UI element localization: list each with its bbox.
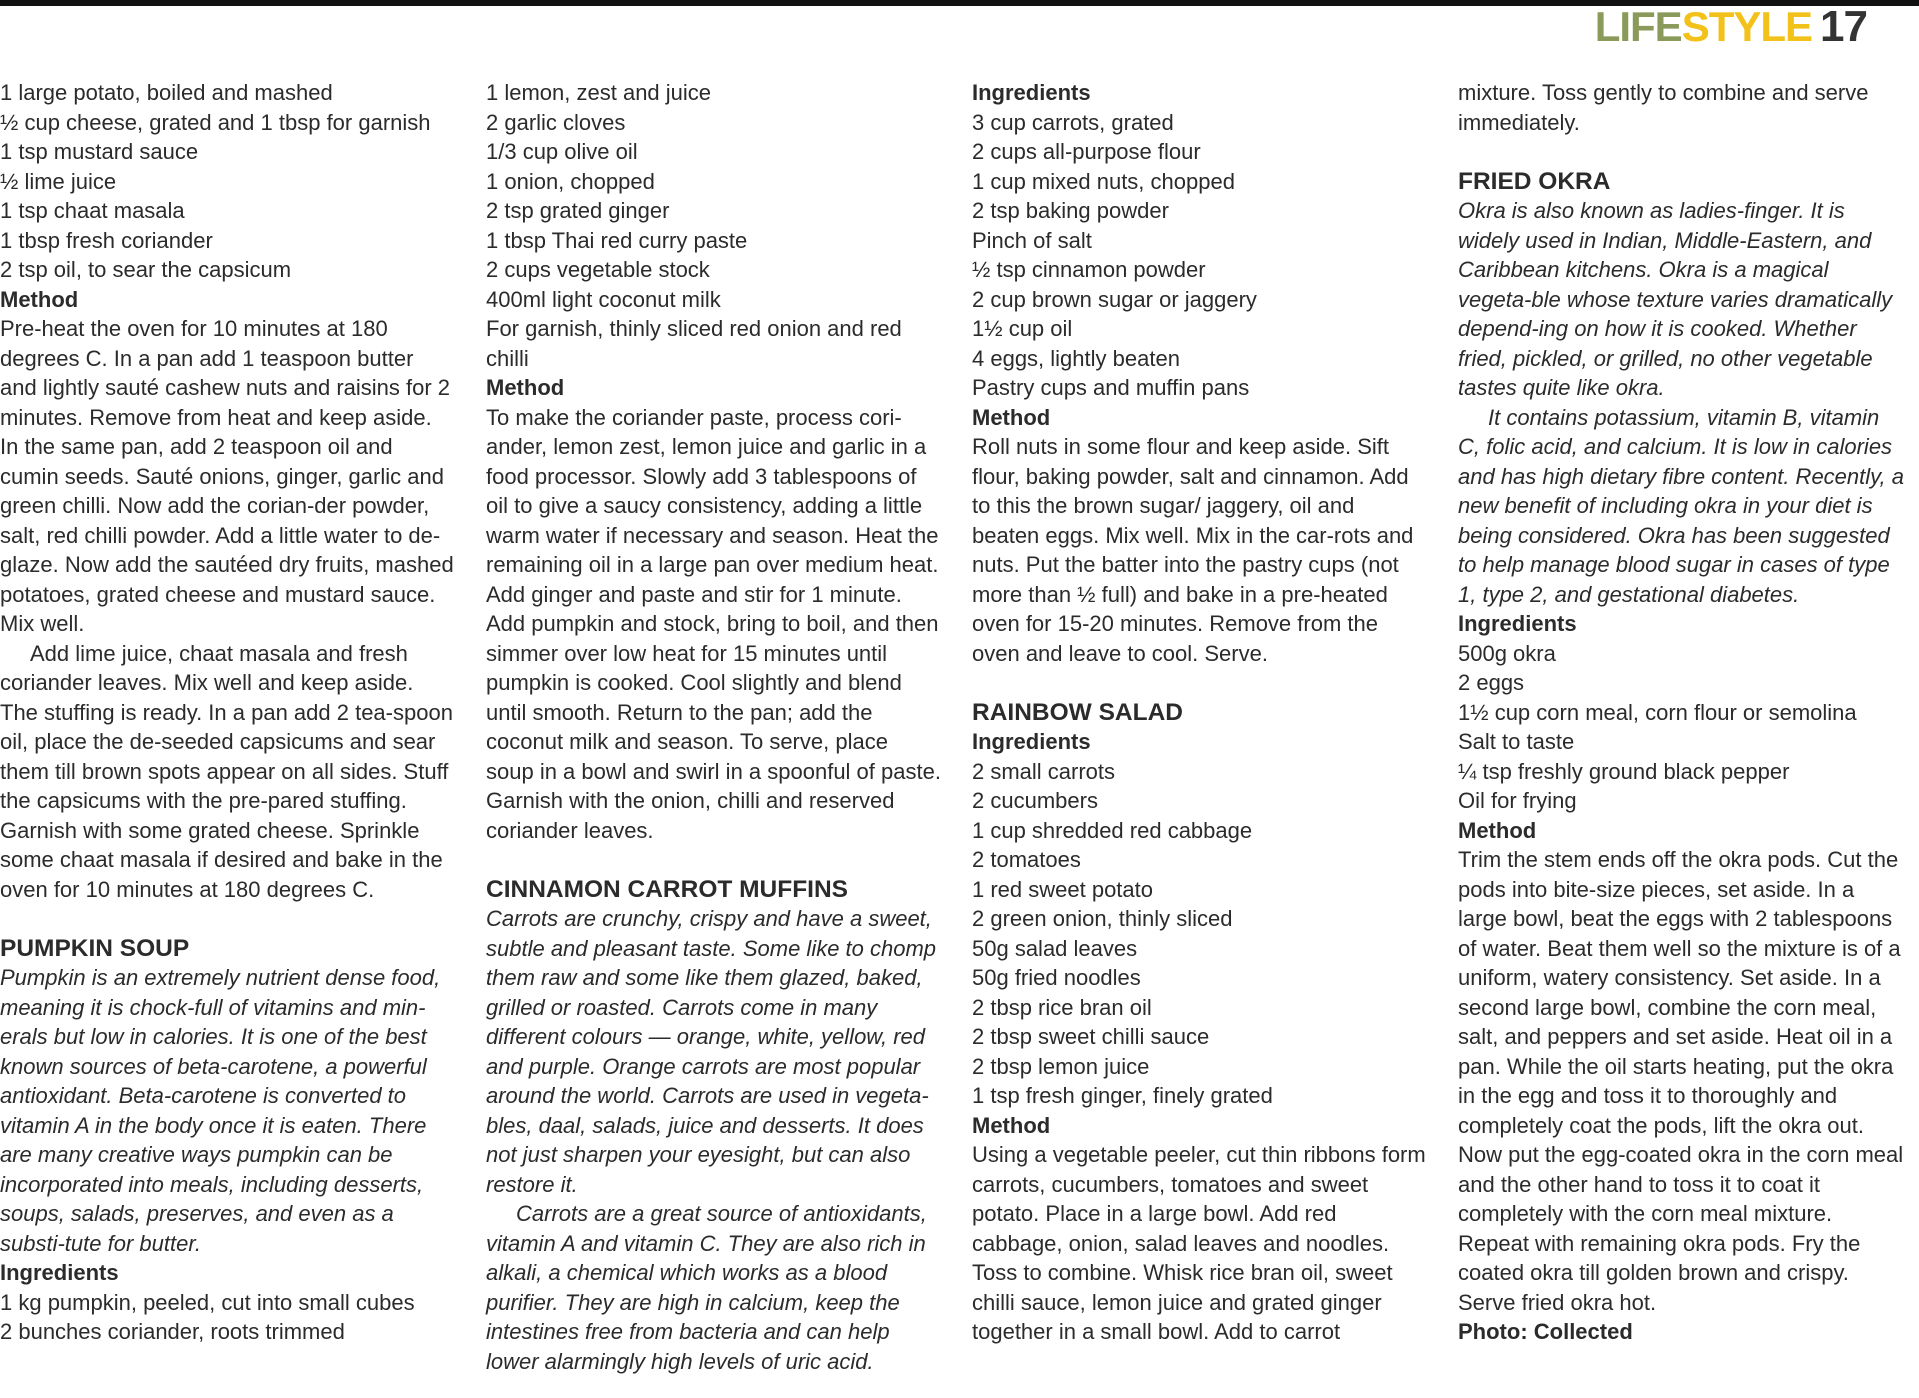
recipe-title-pumpkin-soup: PUMPKIN SOUP	[0, 934, 190, 962]
ingredient-item: 50g salad leaves	[972, 935, 1138, 961]
ingredients-label: Ingredients	[972, 729, 1091, 754]
column-1	[0, 78, 455, 1347]
ingredient-item: 2 garlic cloves	[486, 109, 626, 135]
photo-credit: Photo: Collected	[1458, 1319, 1633, 1344]
ingredient-item: 2 eggs	[1458, 670, 1525, 695]
brand-style: STYLE	[1681, 3, 1813, 50]
ingredient-item: Pinch of salt	[972, 227, 1092, 253]
ingredient-item: 2 cups vegetable stock	[486, 257, 710, 282]
ingredient-item: ½ cup cheese, grated and 1 tbsp for garnish	[0, 109, 431, 135]
ingredient-item: Pastry cups and muffin pans	[972, 375, 1250, 400]
recipe-title-rainbow-salad: RAINBOW SALAD	[972, 698, 1183, 726]
ingredient-item: 2 bunches coriander, roots trimmed	[0, 1319, 345, 1344]
ingredient-item: 2 small carrots	[972, 758, 1116, 784]
recipe-intro: It contains potassium, vitamin B, vitamin C, folic acid, and calcium. It is low in calories and has high dietary fibre content. Recently, a new benefit of including okra in your diet is being considered. Okra has been suggested to help manage blood sugar in cases of type 1, type 2, and gestational diabetes.	[1458, 404, 1904, 607]
ingredient-item: 1 cup shredded red cabbage	[972, 817, 1253, 843]
column-3	[972, 78, 1427, 1347]
ingredient-item: 2 cups all-purpose flour	[972, 139, 1201, 164]
ingredient-item: Salt to taste	[1458, 729, 1575, 754]
ingredient-item: ½ lime juice	[0, 168, 117, 194]
ingredient-item: 1 cup mixed nuts, chopped	[972, 168, 1235, 194]
ingredient-item: 1 tsp chaat masala	[0, 198, 185, 223]
page-number: 17	[1820, 2, 1867, 51]
ingredient-item: 2 cucumbers	[972, 788, 1098, 813]
ingredient-item: 1 tbsp Thai red curry paste	[486, 227, 748, 253]
ingredient-item: 2 green onion, thinly sliced	[972, 906, 1233, 931]
method-paragraph: Using a vegetable peeler, cut thin ribbons form carrots, cucumbers, tomatoes and sweet potato. Place in a large bowl. Add red cabbage, onion, salad leaves and noodles. Toss to combine. Whisk rice bran oil, sweet chilli sauce, lemon juice and grated ginger together in a small bowl. Add to carrot	[972, 1142, 1426, 1344]
method-label: Method	[0, 286, 79, 312]
ingredient-item: 3 cup carrots, grated	[972, 109, 1174, 135]
ingredient-item: 500g okra	[1458, 640, 1556, 666]
ingredient-item: 1 tsp fresh ginger, finely grated	[972, 1083, 1273, 1108]
method-paragraph: Pre-heat the oven for 10 minutes at 180 degrees C. In a pan add 1 teaspoon butter and lightly sauté cashew nuts and raisins for 2 minutes. Remove from heat and keep aside. In the same pan, add 2 teaspoon oil and cumin seeds. Sauté onions, ginger, garlic and green chilli. Now add the corian-der powder, salt, red chilli powder. Add a little water to de-glaze. Now add the sautéed dry fruits, mashed potatoes, grated cheese and mustard sauce. Mix well.	[0, 316, 454, 636]
ingredient-item: 1/3 cup olive oil	[486, 139, 638, 164]
recipe-title-fried-okra: FRIED OKRA	[1458, 167, 1611, 195]
ingredient-item: 2 cup brown sugar or jaggery	[972, 286, 1257, 312]
recipe-title-carrot-muffins: CINNAMON CARROT MUFFINS	[486, 875, 849, 903]
ingredient-item: 1½ cup corn meal, corn flour or semolina	[1458, 699, 1857, 725]
ingredient-item: 2 tsp oil, to sear the capsicum	[0, 257, 292, 282]
ingredient-item: 2 tsp baking powder	[972, 198, 1169, 223]
ingredient-item: 1 tbsp fresh coriander	[0, 227, 213, 253]
method-paragraph: Roll nuts in some flour and keep aside. Sift flour, baking powder, salt and cinnamon. Add to this the brown sugar/ jaggery, oil and beaten eggs. Mix well. Mix in the car-rots and nuts. Put the batter into the pastry cups (not more than ½ full) and bake in a pre-heated oven for 15-20 minutes. Remove from the oven and leave to cool. Serve.	[972, 434, 1414, 666]
ingredient-item: 2 tbsp rice bran oil	[972, 994, 1152, 1020]
ingredient-item: 2 tbsp sweet chilli sauce	[972, 1024, 1210, 1049]
ingredient-item: 2 tsp grated ginger	[486, 198, 670, 223]
brand-life: LIFE	[1594, 3, 1682, 50]
recipe-intro: Okra is also known as ladies-finger. It is widely used in Indian, Middle-Eastern, and Caribbean kitchens. Okra is a magical vegeta-ble whose texture varies dramatically depend-ing on how it is cooked. Whether fried, pickled, or grilled, no other vegetable tastes quite like okra.	[1458, 198, 1893, 400]
ingredient-item: ¼ tsp freshly ground black pepper	[1458, 758, 1790, 784]
ingredients-label: Ingredients	[1458, 611, 1577, 636]
recipe-intro: Pumpkin is an extremely nutrient dense food, meaning it is chock-full of vitamins and min-erals but low in calories. It is one of the best known sources of beta-carotene, a powerful antioxidant. Beta-carotene is converted to vitamin A in the body once it is eaten. There are many creative ways pumpkin can be incorporated into meals, including desserts, soups, salads, preserves, and even as a substi-tute for butter.	[0, 965, 441, 1256]
recipe-intro: Carrots are crunchy, crispy and have a sweet, subtle and pleasant taste. Some like to chomp them raw and some like them glazed, baked, grilled or roasted. Carrots come in many different colours — orange, white, yellow, red and purple. Orange carrots are most popular around the world. Carrots are used in vegeta-bles, daal, salads, juice and desserts. It does not just sharpen your eyesight, but can also restore it.	[486, 906, 937, 1197]
method-label: Method	[486, 375, 565, 400]
ingredient-item: 400ml light coconut milk	[486, 286, 721, 312]
section-header	[1595, 2, 1867, 52]
method-paragraph: mixture. Toss gently to combine and serve immediately.	[1458, 80, 1869, 135]
ingredients-label: Ingredients	[0, 1260, 119, 1285]
ingredient-item: 1 kg pumpkin, peeled, cut into small cubes	[0, 1289, 415, 1315]
ingredient-item: 2 tbsp lemon juice	[972, 1053, 1150, 1079]
ingredient-item: 1 lemon, zest and juice	[486, 80, 712, 105]
column-4	[1458, 78, 1906, 1347]
method-paragraph: Add lime juice, chaat masala and fresh coriander leaves. Mix well and keep aside. The stuffing is ready. In a pan add 2 tea-spoon oil, place the de-seeded capsicums and sear them till brown spots appear on all sides. Stuff the capsicums with the pre-pared stuffing. Garnish with some grated cheese. Sprinkle some chaat masala if desired and bake in the oven for 10 minutes at 180 degrees C.	[0, 640, 453, 902]
ingredient-item: 1 large potato, boiled and mashed	[0, 80, 333, 105]
method-label: Method	[972, 1112, 1051, 1138]
method-paragraph: To make the coriander paste, process cori-ander, lemon zest, lemon juice and garlic in a food processor. Slowly add 3 tablespoons of oil to give a saucy consistency, adding a little warm water if necessary and season. Heat the remaining oil in a large pan over medium heat. Add ginger and paste and stir for 1 minute. Add pumpkin and stock, bring to boil, and then simmer over low heat for 15 minutes until pumpkin is cooked. Cool slightly and blend until smooth. Return to the pan; add the coconut milk and season. To serve, place soup in a bowl and swirl in a spoonful of paste. Garnish with the onion, chilli and reserved coriander leaves.	[486, 404, 941, 843]
ingredient-item: ½ tsp cinnamon powder	[972, 257, 1206, 282]
ingredient-item: Oil for frying	[1458, 788, 1577, 813]
ingredient-item: For garnish, thinly sliced red onion and red chilli	[486, 316, 902, 371]
method-label: Method	[972, 404, 1051, 430]
ingredient-item: 50g fried noodles	[972, 965, 1141, 990]
ingredient-item: 1 onion, chopped	[486, 168, 655, 194]
recipe-intro: Carrots are a great source of antioxidants, vitamin A and vitamin C. They are also rich in alkali, a chemical which works as a blood purifier. They are high in calcium, keep the intestines free from bacteria and can help lower alarmingly high levels of uric acid.	[486, 1201, 927, 1374]
ingredient-item: 1 red sweet potato	[972, 876, 1154, 902]
ingredient-item: 1 tsp mustard sauce	[0, 139, 199, 164]
ingredient-item: 2 tomatoes	[972, 847, 1081, 872]
ingredient-item: 1½ cup oil	[972, 316, 1073, 341]
ingredients-label: Ingredients	[972, 80, 1091, 105]
ingredient-item: 4 eggs, lightly beaten	[972, 345, 1180, 371]
method-paragraph: Trim the stem ends off the okra pods. Cut the pods into bite-size pieces, set aside. In a large bowl, beat the eggs with 2 tablespoons of water. Beat them well so the mixture is of a uniform, watery consistency. Set aside. In a second large bowl, combine the corn meal, salt, and peppers and set aside. Heat oil in a pan. While the oil starts heating, put the okra in the egg and toss it to thoroughly and completely coat the pods, lift the okra out. Now put the egg-coated okra in the corn meal and the other hand to toss it to coat it completely with the corn meal mixture. Repeat with remaining okra pods. Fry the coated okra till golden brown and crispy. Serve fried okra hot.	[1458, 847, 1904, 1315]
column-2	[486, 78, 941, 1376]
method-label: Method	[1458, 817, 1537, 843]
